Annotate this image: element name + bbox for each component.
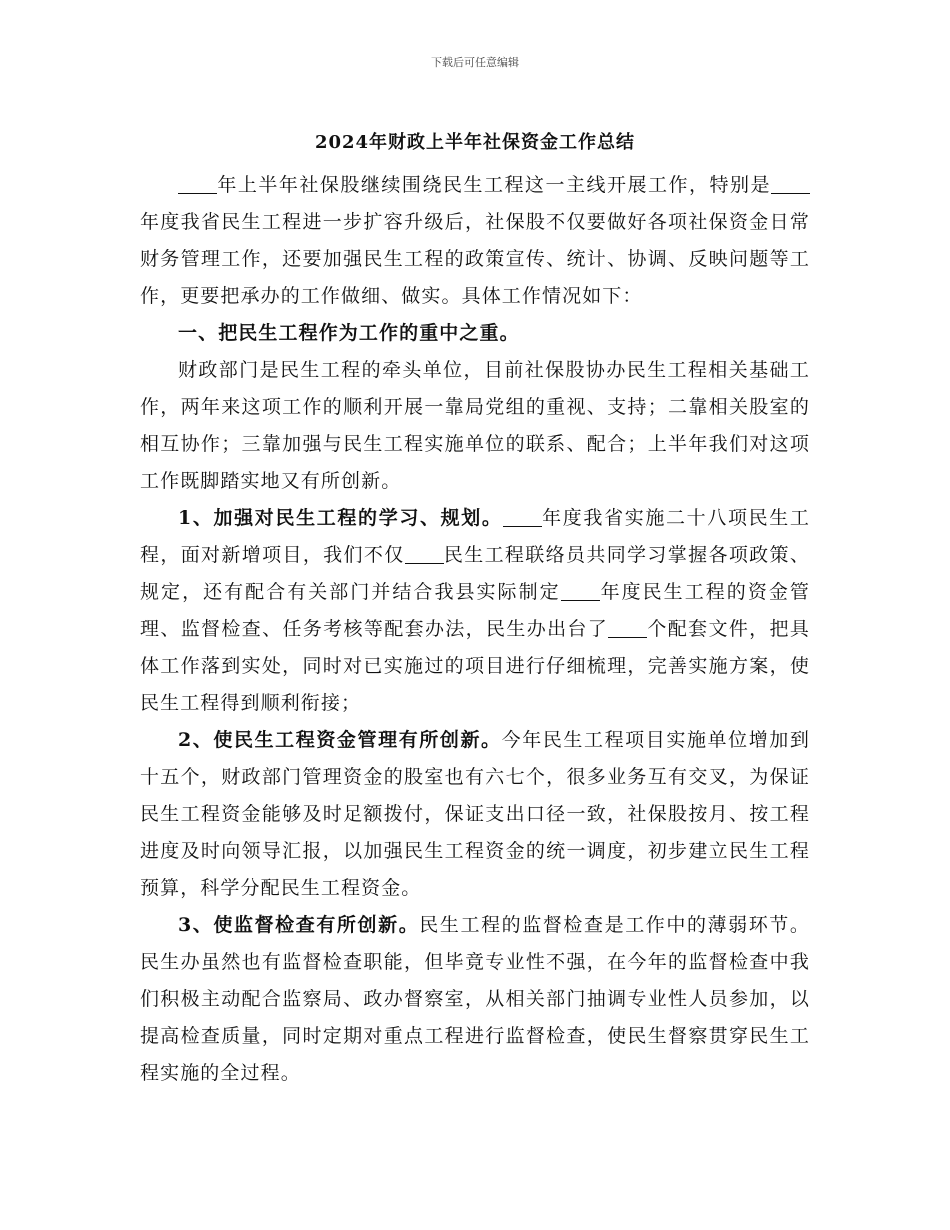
item2-heading: 2、使民生工程资金管理有所创新。 [178,729,502,751]
item2-text: 今年民生工程项目实施单位增加到十五个，财政部门管理资金的股室也有六七个，很多业务互有交叉，为保证民生工程资金能够及时足额拨付，保证支出口径一致，社保股按月、按工程进度及时向领导汇报，以加强民生工程资金的统一调度，初步建立民生工程预算，科学分配民生工程资金。 [140,729,810,899]
item1-heading: 1、加强对民生工程的学习、规划。 [178,507,503,529]
item1-paragraph [140,500,810,722]
item3-heading: 3、使监督检查有所创新。 [178,914,420,936]
item1-text-part1: 年度我省实施二十八项民生工程，面对新增项目，我们不仅 [140,507,810,566]
item1-text-part2: 民生工程联络员共同学习掌握各项政策、规定，还有配合有关部门并结合我县实际制定 [140,544,810,603]
item1-text-part4: 个配套文件，把具体工作落到实处，同时对已实施过的项目进行仔细梳理，完善实施方案，使民生工程得到顺利衔接； [140,618,810,714]
section-heading-1: 一、把民生工程作为工作的重中之重。 [178,322,520,344]
section1-paragraph: 财政部门是民生工程的牵头单位，目前社保股协办民生工程相关基础工作，两年来这项工作的顺利开展一靠局党组的重视、支持；二靠相关股室的相互协作；三靠加强与民生工程实施单位的联系、配合；上半年我们对这项工作既脚踏实地又有所创新。 [140,359,810,492]
intro-text-part1: 年上半年社保股继续围绕民生工程这一主线开展工作，特别是 [217,174,771,196]
item3-paragraph [140,907,810,1092]
intro-paragraph [140,167,810,315]
blank-field [561,581,600,601]
blank-field [771,174,810,194]
item1-text-part3: 年度民生工程的资金管理、监督检查、任务考核等配套办法，民生办出台了 [140,581,810,640]
header-note: 下载后可任意编辑 [431,56,519,69]
blank-field [405,544,444,564]
document-title: 2024年财政上半年社保资金工作总结 [314,132,636,153]
document-body [140,167,810,1092]
blank-field [178,174,217,194]
item3-text: 民生工程的监督检查是工作中的薄弱环节。民生办虽然也有监督检查职能，但毕竟专业性不强，在今年的监督检查中我们积极主动配合监察局、政办督察室，从相关部门抽调专业性人员参加，以提高检查质量，同时定期对重点工程进行监督检查，使民生督察贯穿民生工程实施的全过程。 [140,914,811,1084]
blank-field [608,618,647,638]
item2-paragraph [140,722,810,907]
blank-field [503,507,542,527]
intro-text-part2: 年度我省民生工程进一步扩容升级后，社保股不仅要做好各项社保资金日常财务管理工作，还要加强民生工程的政策宣传、统计、协调、反映问题等工作，更要把承办的工作做细、做实。具体工作情况如下： [140,211,810,307]
